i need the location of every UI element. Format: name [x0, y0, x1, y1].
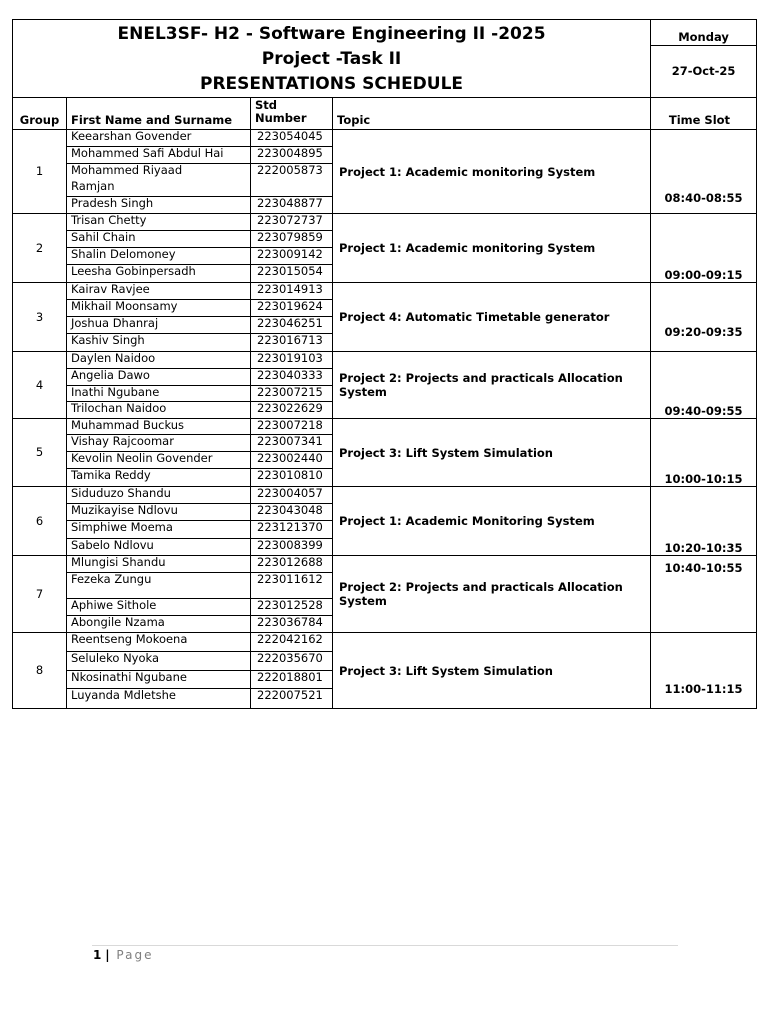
schedule-day: Monday: [651, 20, 757, 46]
student-number: 223009142: [251, 248, 333, 265]
member-name: Mohammed Safi Abdul Hai: [67, 147, 251, 164]
column-header-std-number: [251, 98, 333, 130]
project-topic: Project 1: Academic monitoring System: [333, 130, 651, 214]
table-row: [13, 633, 757, 652]
project-topic: Project 3: Lift System Simulation: [333, 419, 651, 487]
student-number: 223072737: [251, 214, 333, 231]
group-number: 1: [13, 130, 67, 214]
student-number: 223002440: [251, 452, 333, 469]
member-name: Kashiv Singh: [67, 334, 251, 352]
member-name: Aphiwe Sithole: [67, 599, 251, 616]
table-row: [13, 419, 757, 435]
student-number: 223012688: [251, 556, 333, 573]
student-number: 223079859: [251, 231, 333, 248]
document-title: [13, 20, 651, 98]
member-name: Reentseng Mokoena: [67, 633, 251, 652]
student-number: 223019624: [251, 300, 333, 317]
member-name: Muzikayise Ndlovu: [67, 504, 251, 521]
student-number: 223015054: [251, 265, 333, 283]
member-name: Keearshan Govender: [67, 130, 251, 147]
member-name: Shalin Delomoney: [67, 248, 251, 265]
member-name: Vishay Rajcoomar: [67, 435, 251, 452]
group-number: 2: [13, 214, 67, 283]
project-topic: Project 1: Academic monitoring System: [333, 214, 651, 283]
student-number: 223046251: [251, 317, 333, 334]
student-number: 222005873: [251, 164, 333, 197]
project-topic: Project 3: Lift System Simulation: [333, 633, 651, 709]
member-name: Nkosinathi Ngubane: [67, 671, 251, 689]
schedule-table: [12, 19, 757, 709]
student-number: 223011612: [251, 573, 333, 599]
member-name: Kevolin Neolin Govender: [67, 452, 251, 469]
member-name: Inathi Ngubane: [67, 386, 251, 402]
student-number: 223014913: [251, 283, 333, 300]
member-name: Leesha Gobinpersadh: [67, 265, 251, 283]
student-number: 223048877: [251, 197, 333, 214]
member-name: Abongile Nzama: [67, 616, 251, 633]
group-number: 7: [13, 556, 67, 633]
column-header-group: Group: [13, 98, 67, 130]
member-name: Pradesh Singh: [67, 197, 251, 214]
time-slot: 09:20-09:35: [651, 283, 757, 352]
member-name: Muhammad Buckus: [67, 419, 251, 435]
project-topic: Project 1: Academic Monitoring System: [333, 487, 651, 556]
member-name: Joshua Dhanraj: [67, 317, 251, 334]
title-line-3: PRESENTATIONS SCHEDULE: [200, 74, 464, 94]
std-header-line-1: Std: [255, 98, 278, 112]
member-name: Trilochan Naidoo: [67, 402, 251, 419]
member-name: Angelia Dawo: [67, 369, 251, 386]
title-line-1: ENEL3SF- H2 - Software Engineering II -2025: [117, 24, 546, 44]
group-number: 3: [13, 283, 67, 352]
group-number: 5: [13, 419, 67, 487]
page-number: 1: [93, 948, 102, 962]
member-name: Mlungisi Shandu: [67, 556, 251, 573]
student-number: 223036784: [251, 616, 333, 633]
column-header-time-slot: Time Slot: [651, 98, 757, 130]
time-slot: 10:00-10:15: [651, 419, 757, 487]
project-topic: Project 2: Projects and practicals Allocation System: [333, 352, 651, 419]
student-number: 223040333: [251, 369, 333, 386]
student-number: 222035670: [251, 652, 333, 671]
student-number: 222007521: [251, 689, 333, 709]
title-line-2: Project -Task II: [261, 49, 402, 69]
column-header-topic: Topic: [333, 98, 651, 130]
std-header-line-2: Number: [255, 111, 307, 125]
time-slot: 10:20-10:35: [651, 487, 757, 556]
student-number: 223007341: [251, 435, 333, 452]
project-topic: Project 4: Automatic Timetable generator: [333, 283, 651, 352]
time-slot: 11:00-11:15: [651, 633, 757, 709]
member-name-continued: Ramjan: [67, 180, 251, 197]
table-row: [13, 214, 757, 231]
member-name: Luyanda Mdletshe: [67, 689, 251, 709]
student-number: 223012528: [251, 599, 333, 616]
student-number: 222042162: [251, 633, 333, 652]
member-name: Sabelo Ndlovu: [67, 539, 251, 556]
member-name: Fezeka Zungu: [67, 573, 251, 599]
column-header-name: First Name and Surname: [67, 98, 251, 130]
student-number: 223016713: [251, 334, 333, 352]
page-footer: [93, 948, 153, 962]
member-name: Mikhail Moonsamy: [67, 300, 251, 317]
member-name: Simphiwe Moema: [67, 521, 251, 539]
member-name: Kairav Ravjee: [67, 283, 251, 300]
time-slot: 08:40-08:55: [651, 130, 757, 214]
table-row: [13, 487, 757, 504]
member-name: Siduduzo Shandu: [67, 487, 251, 504]
group-number: 8: [13, 633, 67, 709]
student-number: 223008399: [251, 539, 333, 556]
student-number: 222018801: [251, 671, 333, 689]
page-separator: |: [105, 948, 110, 962]
member-name: Seluleko Nyoka: [67, 652, 251, 671]
student-number: 223019103: [251, 352, 333, 369]
student-number: 223007218: [251, 419, 333, 435]
page-label: Page: [116, 948, 154, 962]
student-number: 223010810: [251, 469, 333, 487]
time-slot: 09:40-09:55: [651, 352, 757, 419]
student-number: 223022629: [251, 402, 333, 419]
member-name: Trisan Chetty: [67, 214, 251, 231]
footer-divider: [92, 945, 678, 946]
student-number: 223004895: [251, 147, 333, 164]
group-number: 4: [13, 352, 67, 419]
project-topic: Project 2: Projects and practicals Allocation System: [333, 556, 651, 633]
member-name: Tamika Reddy: [67, 469, 251, 487]
member-name: Sahil Chain: [67, 231, 251, 248]
student-number: 223054045: [251, 130, 333, 147]
time-slot: 10:40-10:55: [651, 556, 757, 633]
student-number: 223007215: [251, 386, 333, 402]
student-number: 223004057: [251, 487, 333, 504]
student-number: 223043048: [251, 504, 333, 521]
student-number: 223121370: [251, 521, 333, 539]
member-name: Mohammed Riyaad: [67, 164, 251, 180]
time-slot: 09:00-09:15: [651, 214, 757, 283]
table-row: [13, 283, 757, 300]
table-row: [13, 352, 757, 369]
schedule-date: 27-Oct-25: [651, 45, 757, 97]
group-number: 6: [13, 487, 67, 556]
member-name: Daylen Naidoo: [67, 352, 251, 369]
table-row: [13, 130, 757, 147]
table-row: [13, 556, 757, 573]
